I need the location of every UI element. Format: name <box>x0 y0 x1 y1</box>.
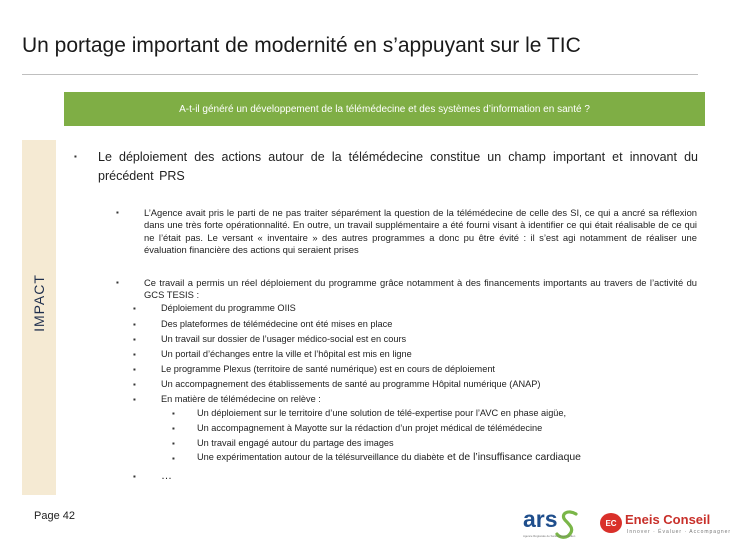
sub-list-item: Un accompagnement à Mayotte sur la rédaction d’un projet médical de télémédecine <box>197 423 543 433</box>
ars-logo <box>522 506 578 540</box>
eneis-conseil-logo <box>600 510 731 538</box>
paragraph-deployment: Ce travail a permis un réel déploiement du programme grâce notamment à des financements importants au travers de l’activité du GCS TESIS : <box>144 277 697 301</box>
bullet-icon: ▪ <box>172 409 175 418</box>
bullet-icon: ▪ <box>133 365 136 374</box>
sub-list-item-start: Une expérimentation autour de la télésurveillance du diabète <box>197 452 445 462</box>
sub-list-item: Un déploiement sur le territoire d’une solution de télé-expertise pour l’AVC en phase aigüe, <box>197 408 567 418</box>
eneis-name: Eneis Conseil <box>625 512 711 527</box>
bullet-icon: ▪ <box>133 304 136 313</box>
title-divider <box>22 74 698 75</box>
bullet-icon: ▪ <box>133 380 136 389</box>
bullet-icon: ▪ <box>133 395 136 404</box>
bullet-icon: ▪ <box>172 424 175 433</box>
bullet-icon: ▪ <box>133 350 136 359</box>
slide-title: Un portage important de modernité en s’appuyant sur le TIC <box>22 34 581 57</box>
ars-logo-text: ars <box>523 506 558 532</box>
sub-list-item-end: et de l’insuffisance cardiaque <box>444 452 581 463</box>
bullet-icon: ▪ <box>133 320 136 329</box>
list-item: Déploiement du programme OIIS <box>161 303 296 313</box>
list-item: Un travail sur dossier de l’usager médico-social est en cours <box>161 334 407 344</box>
main-point: Le déploiement des actions autour de la télémédecine constitue un champ important et innovant du précédent PRS <box>98 150 698 183</box>
bullet-icon: ▪ <box>133 335 136 344</box>
bullet-icon: ▪ <box>116 278 119 287</box>
bullet-icon: ▪ <box>133 472 136 481</box>
list-item: En matière de télémédecine on relève : <box>161 394 321 404</box>
ellipsis: … <box>161 470 172 482</box>
bullet-icon: ▪ <box>74 152 77 161</box>
eneis-badge: EC <box>600 513 622 533</box>
page-number: Page 42 <box>34 510 75 522</box>
eneis-tagline: Innover · Évaluer · Accompagner <box>627 529 731 535</box>
ars-logo-caption: Agence Régionale de Santé Océan Indien <box>523 534 576 538</box>
paragraph-agency: L’Agence avait pris le parti de ne pas traiter séparément la question de la télémédecine de celle des SI, ce qui a ancré sa réflexion dans une très forte opérationnalité. En outre, un travail supplémentaire a été fourni visant à identifier ce qui était réalisable de ce qui ne l’était pas. Le versant « inventaire » des autres programmes a donc pu être évité : il s’est agi notamment de réaliser une évaluation financière des actions qui seraient prises <box>144 207 697 256</box>
question-text: A-t-il généré un développement de la télémédecine et des systèmes d’information en santé ? <box>179 103 590 115</box>
bullet-icon: ▪ <box>172 439 175 448</box>
list-item: Un portail d’échanges entre la ville et l’hôpital est mis en ligne <box>161 349 412 359</box>
list-item: Des plateformes de télémédecine ont été mises en place <box>161 319 393 329</box>
bullet-icon: ▪ <box>116 208 119 217</box>
list-item: Un accompagnement des établissements de santé au programme Hôpital numérique (ANAP) <box>161 379 541 389</box>
list-item: Le programme Plexus (territoire de santé numérique) est en cours de déploiement <box>161 364 495 374</box>
bullet-icon: ▪ <box>172 454 175 463</box>
sub-list-item: Un travail engagé autour du partage des images <box>197 438 394 448</box>
sub-list-item <box>197 451 581 464</box>
question-banner <box>64 92 705 126</box>
impact-label: IMPACT <box>31 274 47 332</box>
